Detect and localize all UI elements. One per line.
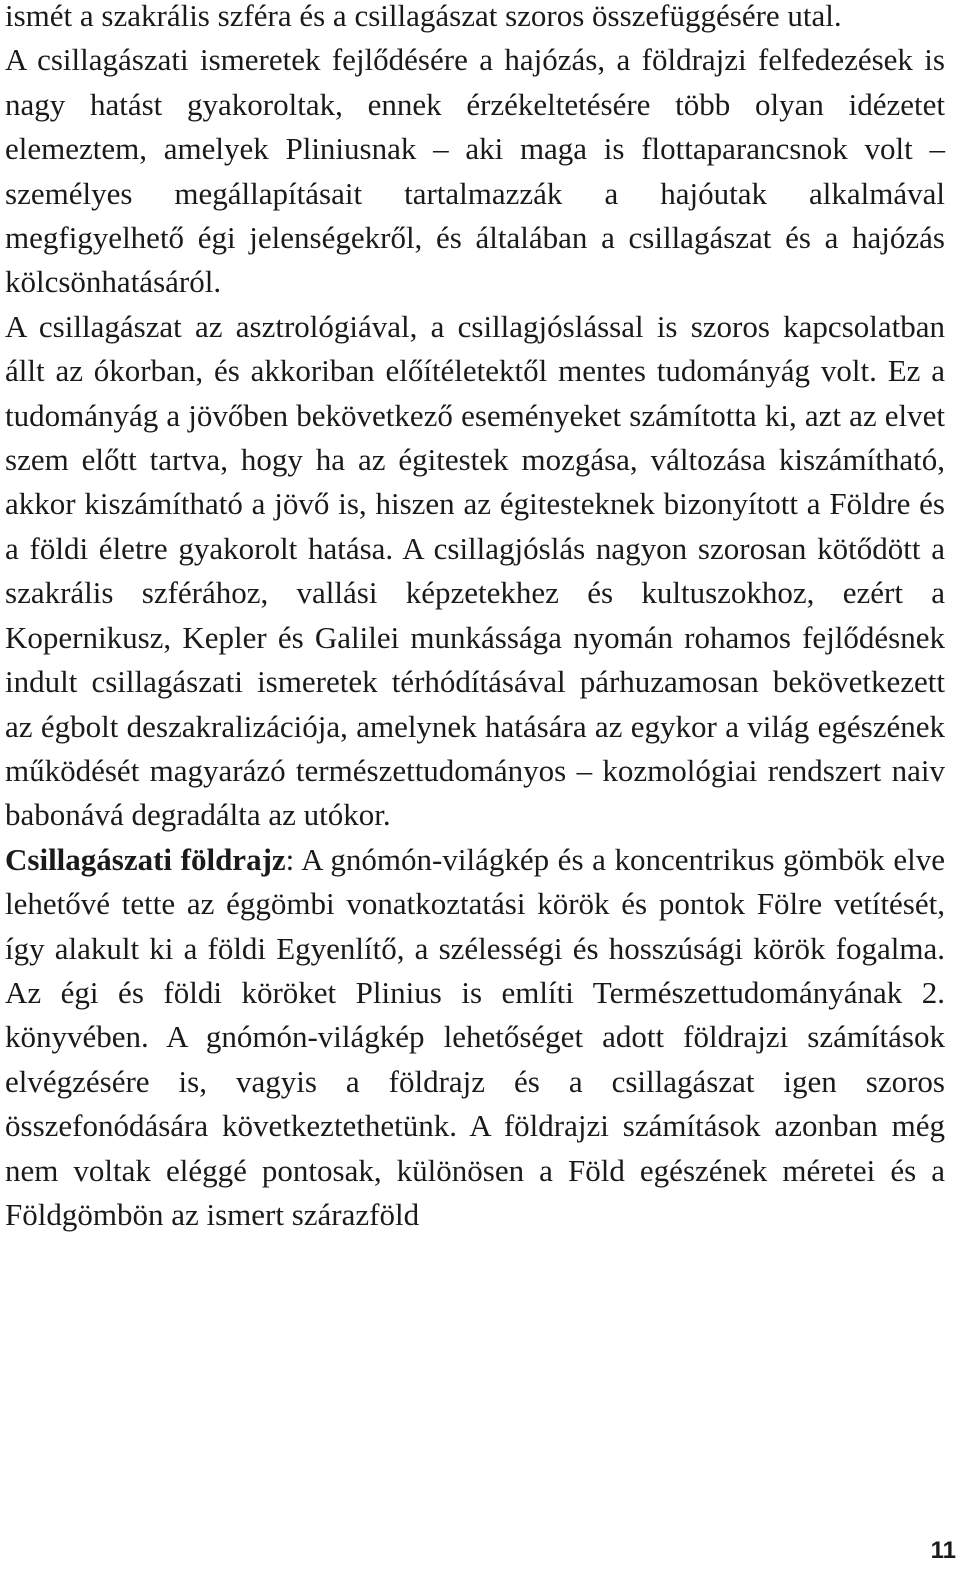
section-term: Csillagászati földrajz [5, 841, 286, 877]
paragraph-astrology: A csillagászat az asztrológiával, a csillagjóslással is szoros kapcsolatban állt az ókorban, és akkoriban előítéletektől mentes tudományág volt. Ez a tudományág a jövőben bekövetkező eseményeket számította ki, azt az elvet szem előtt tartva, hogy ha az égitestek mozgása, változása kiszámítható, akkor kiszámítható a jövő is, hiszen az égitesteknek bizonyított a Földre és a földi életre gyakorolt hatása. A csillagjóslás nagyon szorosan kötődött a szakrális szférához, vallási képzetekhez és kultuszokhoz, ezért a Kopernikusz, Kepler és Galilei munkássága nyomán rohamos fejlődésnek indult csillagászati ismeretek térhódításával párhuzamosan bekövetkezett az égbolt deszakralizációja, amelynek hatására az egykor a világ egészének működését magyarázó természettudományos – kozmológiai rendszert naiv babonává degradálta az utókor. [5, 308, 945, 833]
section-separator: : [285, 841, 295, 877]
paragraph-astronomical-geography [5, 838, 945, 1238]
paragraph-continuation: ismét a szakrális szféra és a csillagászat szoros összefüggésére utal. [5, 0, 842, 33]
section-text: A gnómón-világkép és a koncentrikus gömbök elve lehetővé tette az éggömbi vonatkoztatási körök és pontok Fölre vetítését, így alakult ki a földi Egyenlítő, a szélességi és hosszúsági körök fogalma. Az égi és földi köröket Plinius is említi Természettudományának 2. könyvében. A gnómón-világkép lehetőséget adott földrajzi számítások elvégzésére is, vagyis a földrajz és a csillagászat igen szoros összefonódására következtethetünk. A földrajzi számítások azonban még nem voltak eléggé pontosak, különösen a Föld egészének méretei és a Földgömbön az ismert szárazföld [5, 841, 945, 1232]
paragraph-navigation-influence: A csillagászati ismeretek fejlődésére a hajózás, a földrajzi felfedezések is nagy hatást gyakoroltak, ennek érzékeltetésére több olyan idézetet elemeztem, amelyek Pliniusnak – aki maga is flottaparancsnok volt – személyes megállapításait tartalmazzák a hajóutak alkalmával megfigyelhető égi jelenségekről, és általában a csillagászat és a hajózás kölcsönhatásáról. [5, 42, 945, 300]
document-page [5, 0, 945, 1237]
page-number: 11 [930, 1537, 956, 1564]
